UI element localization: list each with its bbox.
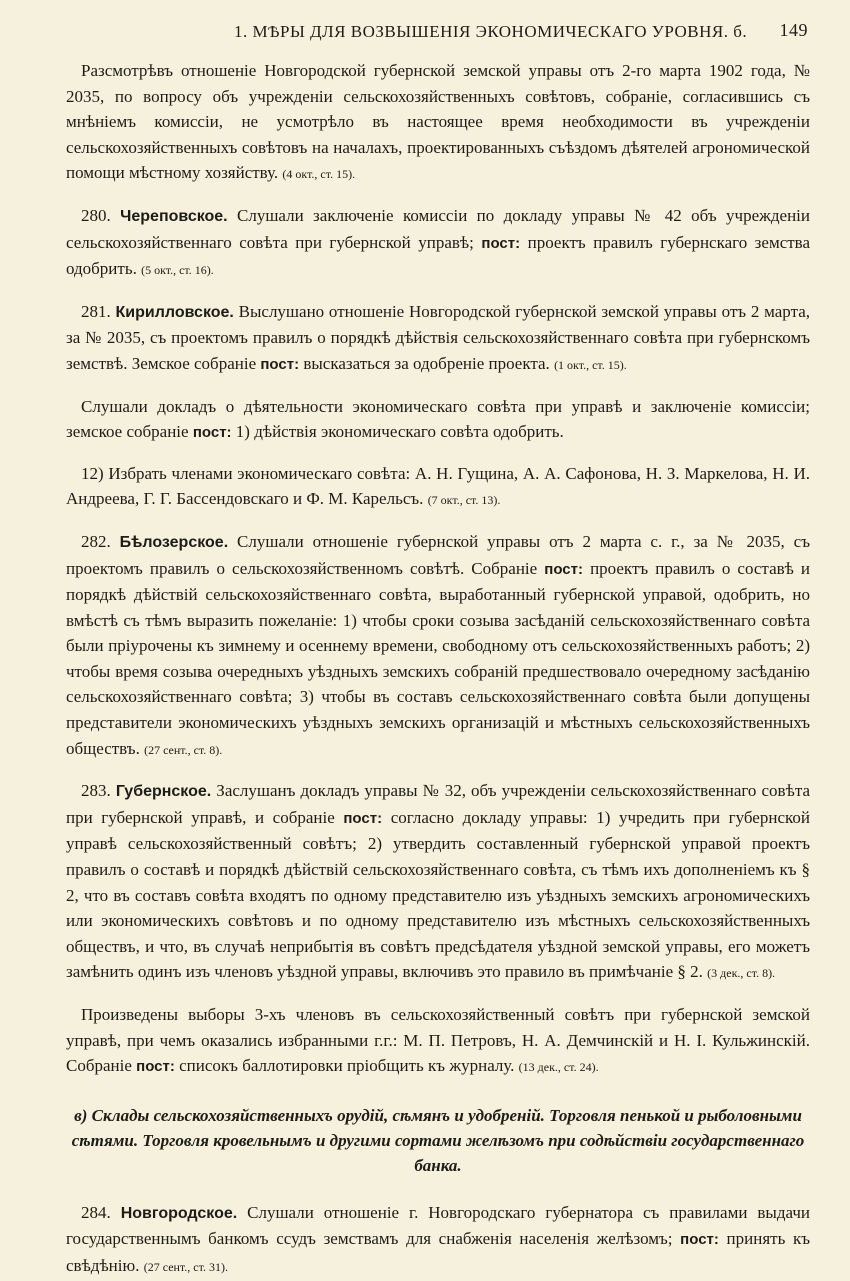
paragraph-number: 282.	[81, 531, 111, 551]
paragraph-text: Слушали докладъ о дѣятельности экономическаго совѣта при управѣ и заключеніе комиссіи; земское собраніе	[66, 396, 810, 442]
paragraph-text: высказаться за одобреніе проекта.	[303, 353, 550, 373]
paragraph-text: проектъ правилъ губернскаго земства одобрить.	[66, 232, 811, 279]
document-body	[66, 58, 810, 1281]
district-name: Губернское.	[115, 783, 212, 801]
paragraph-text: 12) Избрать членами экономическаго совѣта: А. Н. Гущина, А. А. Сафонова, Н. З. Маркелова, Н. И. Андреева, Г. Г. Бассендовскаго и Ф. М. Карельсъ.	[66, 463, 810, 509]
resolution-marker: пост:	[680, 1231, 719, 1249]
paragraph-text: проектъ правилъ о составѣ и порядкѣ дѣйствій сельскохозяйственнаго совѣта, выработанный губернской управой, одобрить, но вмѣстѣ съ тѣмъ выразить пожеланіе: 1) чтобы сроки созыва засѣданій сельскохозяйственнаго совѣта были пріурочены къ зимнему и осеннему времени, свободному отъ сельскохозяйственныхъ работъ; 2) чтобы время созыва очередныхъ уѣздныхъ земскихъ собраній предшествовало очередному засѣданію сельскохозяйственнаго совѣта; 3) чтобы въ составъ сельскохозяйственнаго совѣта были допущены представители экономическихъ уѣздныхъ земскихъ организацій и мѣстныхъ сельскохозяйственныхъ обществъ.	[66, 558, 811, 758]
source-reference: (27 сент., ст. 8).	[144, 742, 223, 757]
paragraph-resolution-intro	[66, 58, 810, 188]
paragraph-text: списокъ баллотировки пріобщить къ журналу.	[179, 1056, 515, 1076]
source-reference: (3 дек., ст. 8).	[707, 966, 776, 981]
district-name: Новгородское.	[120, 1204, 238, 1222]
source-reference: (4 окт., ст. 15).	[282, 167, 356, 182]
resolution-marker: пост:	[136, 1058, 175, 1076]
paragraph-text: Произведены выборы 3-хъ членовъ въ сельскохозяйственный совѣтъ при губернской земской управѣ, при чемъ оказались избранными г.г.: М. П. Петровъ, Н. А. Демчинскій и Н. І. Кульжинскій. Собраніе	[66, 1005, 810, 1076]
paragraph-text: Разсмотрѣвъ отношеніе Новгородской губернской земской управы отъ 2-го марта 1902 года, № 2035, по вопросу объ учрежденіи сельскохозяйственныхъ совѣтовъ, собраніе, согласившись съ мнѣніемъ комиссіи, не усмотрѣло въ настоящее время необходимости въ учрежденіи сельскохозяйственныхъ совѣтовъ на началахъ, проектированныхъ съѣздомъ дѣятелей агрономической помощи мѣстному хозяйству.	[66, 61, 810, 183]
source-reference: (1 окт., ст. 15).	[554, 357, 627, 372]
resolution-marker: пост:	[343, 809, 383, 827]
source-reference: (13 дек., ст. 24).	[518, 1060, 599, 1075]
paragraph-text: Слушали отношеніе г. Новгородскаго губернатора съ правилами выдачи государственнымъ банкомъ ссудъ земствамъ для снабженія населенія желѣзомъ;	[66, 1202, 811, 1249]
source-reference: (27 сент., ст. 31).	[143, 1259, 228, 1274]
resolution-marker: пост:	[544, 560, 583, 578]
paragraph-text: согласно докладу управы: 1) учредить при губернской управѣ сельскохозяйственный совѣтъ; 2) утвердить составленный губернской управой проектъ правилъ о составѣ и порядкѣ дѣйствій сельскохозяйственнаго совѣта, съ тѣмъ ихъ дополненіемъ къ § 2, что въ составъ совѣта входятъ по одному представителю изъ уѣздныхъ земскихъ агрономическихъ или экономическихъ совѣтовъ и по одному представителю изъ мѣстныхъ сельскохозяйственныхъ обществъ, и что, въ случаѣ неприбытія въ совѣтъ предсѣдателя уѣздной земской управы, его можетъ замѣнить одинъ изъ членовъ уѣздной управы, включивъ это правило въ примѣчаніе § 2.	[66, 807, 810, 982]
paragraph-283	[66, 778, 810, 987]
paragraph-elections	[66, 1002, 810, 1081]
district-name: Бѣлозерское.	[119, 533, 229, 551]
paragraph-280	[66, 203, 810, 284]
paragraph-economic-council	[66, 394, 810, 446]
paragraph-282	[66, 529, 810, 763]
paragraph-number: 280.	[81, 205, 111, 225]
page-header	[66, 14, 810, 48]
paragraph-text: Слушали отношеніе губернской управы отъ 2 марта с. г., за № 2035, съ проектомъ правилъ о сельскохозяйственномъ совѣтѣ. Собраніе	[66, 531, 811, 578]
resolution-marker: пост:	[481, 234, 521, 252]
paragraph-number: 284.	[81, 1202, 111, 1222]
paragraph-text: Выслушано отношеніе Новгородской губернской земской управы отъ 2 марта, за № 2035, съ проектомъ правилъ о порядкѣ дѣйствія сельскохозяйственнаго совѣта при губернскомъ земствѣ. Земское собраніе	[66, 301, 811, 373]
paragraph-284	[66, 1200, 810, 1281]
source-reference: (7 окт., ст. 13).	[427, 493, 501, 508]
district-name: Череповское.	[120, 207, 228, 225]
running-title: 1. МѢРЫ ДЛЯ ВОЗВЫШЕНІЯ ЭКОНОМИЧЕСКАГО УРОВНЯ. б.	[234, 22, 748, 41]
paragraph-elect-members	[66, 461, 810, 514]
resolution-marker: пост:	[192, 424, 232, 442]
paragraph-number: 283.	[81, 781, 111, 801]
paragraph-text: 1) дѣйствія экономическаго совѣта одобрить.	[235, 422, 564, 442]
paragraph-281	[66, 299, 810, 379]
source-reference: (5 окт., ст. 16).	[141, 263, 214, 278]
paragraph-number: 281.	[81, 301, 111, 321]
district-name: Кирилловское.	[115, 303, 234, 321]
paragraph-text: Слушали заключеніе комиссіи по докладу управы № 42 объ учрежденіи сельскохозяйственнаго совѣта при губернской управѣ;	[66, 205, 810, 252]
paragraph-text: принять къ свѣдѣнію.	[66, 1229, 811, 1275]
resolution-marker: пост:	[260, 355, 300, 373]
page-number: 149	[779, 20, 808, 40]
section-heading: в) Склады сельскохозяйственныхъ орудій, сѣмянъ и удобреній. Торговля пенькой и рыболовными сѣтями. Торговля кровельнымъ и другими сортами желѣзомъ при содѣйствіи государственнаго банка.	[71, 1105, 805, 1175]
paragraph-text: Заслушанъ докладъ управы № 32, объ учрежденіи сельскохозяйственнаго совѣта при губернской управѣ, и собраніе	[66, 781, 810, 827]
